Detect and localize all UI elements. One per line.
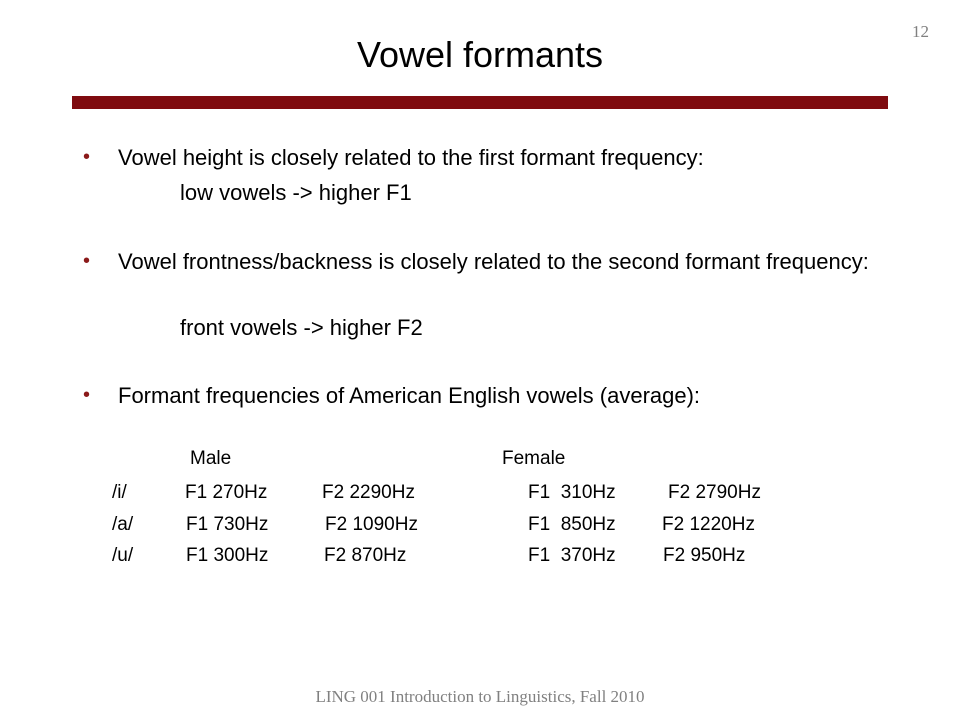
bullet-text-vowel-frontness: Vowel frontness/backness is closely related to the second formant frequency: bbox=[118, 249, 869, 274]
female-f1-cell: F1 370Hz bbox=[528, 545, 616, 566]
slide-footer: LING 001 Introduction to Linguistics, Fall 2010 bbox=[315, 687, 645, 706]
bullet-icon: • bbox=[83, 250, 91, 272]
table-header-male: Male bbox=[190, 448, 232, 469]
title-divider-bar bbox=[72, 96, 888, 109]
male-f1-cell: F1 730Hz bbox=[186, 514, 269, 535]
slide-title: Vowel formants bbox=[356, 34, 604, 75]
female-f1-cell: F1 310Hz bbox=[528, 482, 616, 503]
vowel-cell: /a/ bbox=[112, 514, 134, 535]
bullet-text-vowel-height: Vowel height is closely related to the first formant frequency: bbox=[118, 145, 704, 170]
female-f2-cell: F2 2790Hz bbox=[668, 482, 761, 503]
female-f2-cell: F2 1220Hz bbox=[662, 514, 755, 535]
male-f1-cell: F1 300Hz bbox=[186, 545, 269, 566]
male-f2-cell: F2 1090Hz bbox=[325, 514, 418, 535]
male-f1-cell: F1 270Hz bbox=[185, 482, 268, 503]
vowel-cell: /u/ bbox=[112, 545, 134, 566]
male-f2-cell: F2 2290Hz bbox=[322, 482, 415, 503]
bullet-icon: • bbox=[83, 146, 91, 168]
male-f2-cell: F2 870Hz bbox=[324, 545, 407, 566]
sub-point-front-vowels: front vowels -> higher F2 bbox=[180, 315, 423, 340]
female-f1-cell: F1 850Hz bbox=[528, 514, 616, 535]
table-header-female: Female bbox=[502, 448, 566, 469]
slide-number: 12 bbox=[912, 22, 929, 41]
bullet-icon: • bbox=[83, 384, 91, 406]
sub-point-low-vowels: low vowels -> higher F1 bbox=[180, 180, 412, 205]
bullet-text-formant-frequencies: Formant frequencies of American English vowels (average): bbox=[118, 383, 701, 408]
vowel-cell: /i/ bbox=[112, 482, 127, 503]
female-f2-cell: F2 950Hz bbox=[663, 545, 746, 566]
